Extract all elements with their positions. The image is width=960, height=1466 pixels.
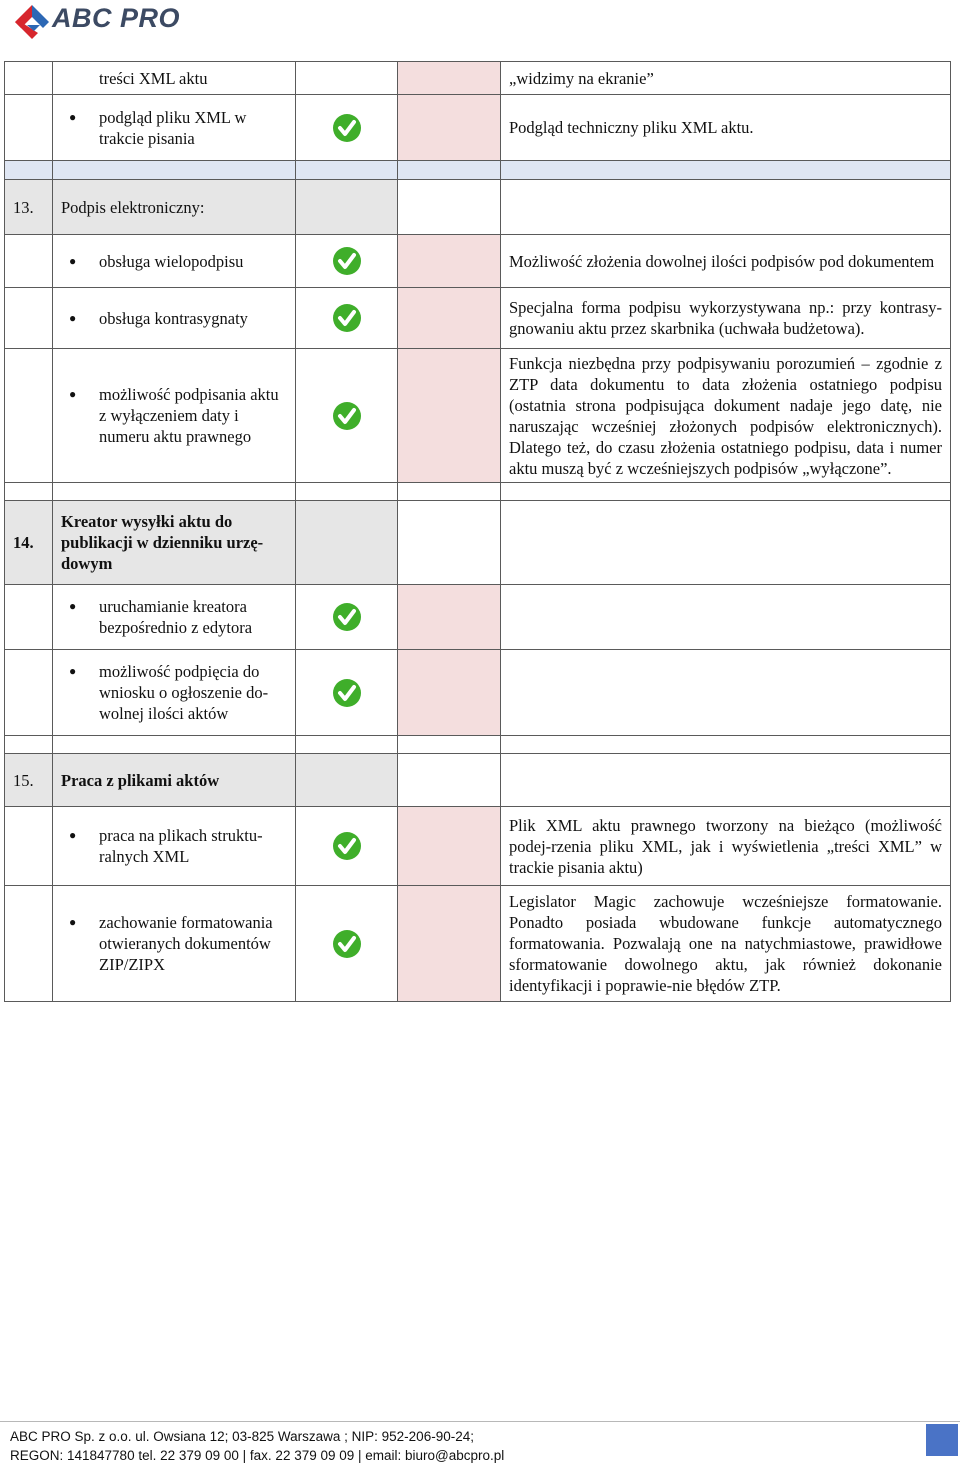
feature-label: uruchamianie kreatora bezpośrednio z edytora: [99, 597, 253, 637]
checkmark-icon: [332, 113, 362, 143]
section-title: Praca z plikami aktów: [53, 754, 296, 807]
section-header-15: [5, 754, 951, 807]
section-title: Kreator wysyłki aktu do publikacji w dzienniku urzę-dowym: [53, 501, 296, 585]
table-row: [5, 886, 951, 1002]
feature-label: możliwość podpięcia do wniosku o ogłoszenie do-wolnej ilości aktów: [99, 662, 269, 723]
section-header-13: [5, 180, 951, 235]
bullet-icon: ●: [69, 310, 77, 325]
feature-label: treści XML aktu: [99, 68, 208, 88]
section-header-14: [5, 501, 951, 585]
section-spacer: [5, 736, 951, 754]
bullet-icon: ●: [69, 109, 77, 124]
bullet-icon: ●: [69, 828, 77, 842]
checkmark-icon: [332, 678, 362, 708]
feature-description: Możliwość złożenia dowolnej ilości podpisów pod dokumentem: [501, 235, 951, 288]
table-row: [5, 807, 951, 886]
footer-divider: [0, 1421, 960, 1422]
checkmark-icon: [332, 246, 362, 276]
feature-description: Podgląd techniczny pliku XML aktu.: [501, 95, 951, 161]
feature-description: Legislator Magic zachowuje wcześniejsze formatowanie. Ponadto posiada wbudowane funkcje automatycznego formatowania. Pozwalają one na natychmiastowe, prawidłowe sformatowanie dowolnego aktu, jak również dokonanie identyfikacji i poprawie-nie błędów ZTP.: [501, 886, 951, 1002]
feature-label: zachowanie formatowania otwieranych dokumentów ZIP/ZIPX: [99, 913, 273, 974]
feature-description: Funkcja niezbędna przy podpisywaniu porozumień – zgodnie z ZTP data dokumentu to data złożenia ostatniego podpisu (ostatnia strona podpisująca dokument nadaje jego datę, nie naruszając wcześniej złożonych podpisów elektronicznych). Dlatego też, do czasu złożenia ostatniego podpisu, data i numer aktu muszą być z wcześniejszych podpisów „wyłączone”.: [501, 349, 951, 483]
feature-label: podgląd pliku XML w trakcie pisania: [99, 107, 247, 148]
section-number: 14.: [5, 501, 53, 585]
section-spacer: [5, 161, 951, 180]
feature-description: „widzimy na ekranie”: [501, 62, 951, 95]
checkmark-icon: [332, 831, 362, 861]
feature-label: obsługa kontrasygnaty: [99, 308, 248, 328]
checkmark-icon: [332, 303, 362, 333]
feature-description: Specjalna forma podpisu wykorzystywana np.: przy kontrasy-gnowaniu aktu przez skarbnika (uchwała budżetowa).: [501, 288, 951, 349]
corner-block: [926, 1424, 958, 1456]
logo-wordmark: ABC PRO: [52, 3, 181, 33]
feature-label: praca na plikach struktu-ralnych XML: [99, 826, 263, 866]
table-row: [5, 62, 951, 95]
table-row: [5, 235, 951, 288]
feature-label: obsługa wielopodpisu: [99, 251, 244, 271]
table-row: [5, 288, 951, 349]
bullet-icon: ●: [69, 387, 77, 401]
section-spacer: [5, 483, 951, 501]
section-number: 13.: [5, 180, 53, 235]
bullet-icon: ●: [69, 915, 77, 929]
footer-address: ABC PRO Sp. z o.o. ul. Owsiana 12; 03-825 Warszawa ; NIP: 952-206-90-24;: [10, 1429, 474, 1444]
checkmark-icon: [332, 602, 362, 632]
feature-table: [4, 61, 951, 1002]
section-title: Podpis elektroniczny:: [53, 180, 296, 235]
checkmark-icon: [332, 929, 362, 959]
feature-label: możliwość podpisania aktu z wyłączeniem daty i numeru aktu prawnego: [99, 385, 279, 446]
bullet-icon: ●: [69, 599, 77, 613]
section-number: 15.: [5, 754, 53, 807]
checkmark-icon: [332, 401, 362, 431]
footer-contact: REGON: 141847780 tel. 22 379 09 00 | fax. 22 379 09 09 | email: biuro@abcpro.pl: [10, 1448, 505, 1463]
feature-description: Plik XML aktu prawnego tworzony na bieżąco (możliwość podej-rzenia pliku XML, jak i wyświetlenia „treści XML” w trackie pisania aktu): [501, 807, 951, 886]
table-row: [5, 585, 951, 650]
bullet-icon: ●: [69, 664, 77, 678]
bullet-icon: ●: [69, 253, 77, 268]
table-row: [5, 349, 951, 483]
table-row: [5, 650, 951, 736]
footer: [10, 1427, 930, 1465]
table-row: [5, 95, 951, 161]
